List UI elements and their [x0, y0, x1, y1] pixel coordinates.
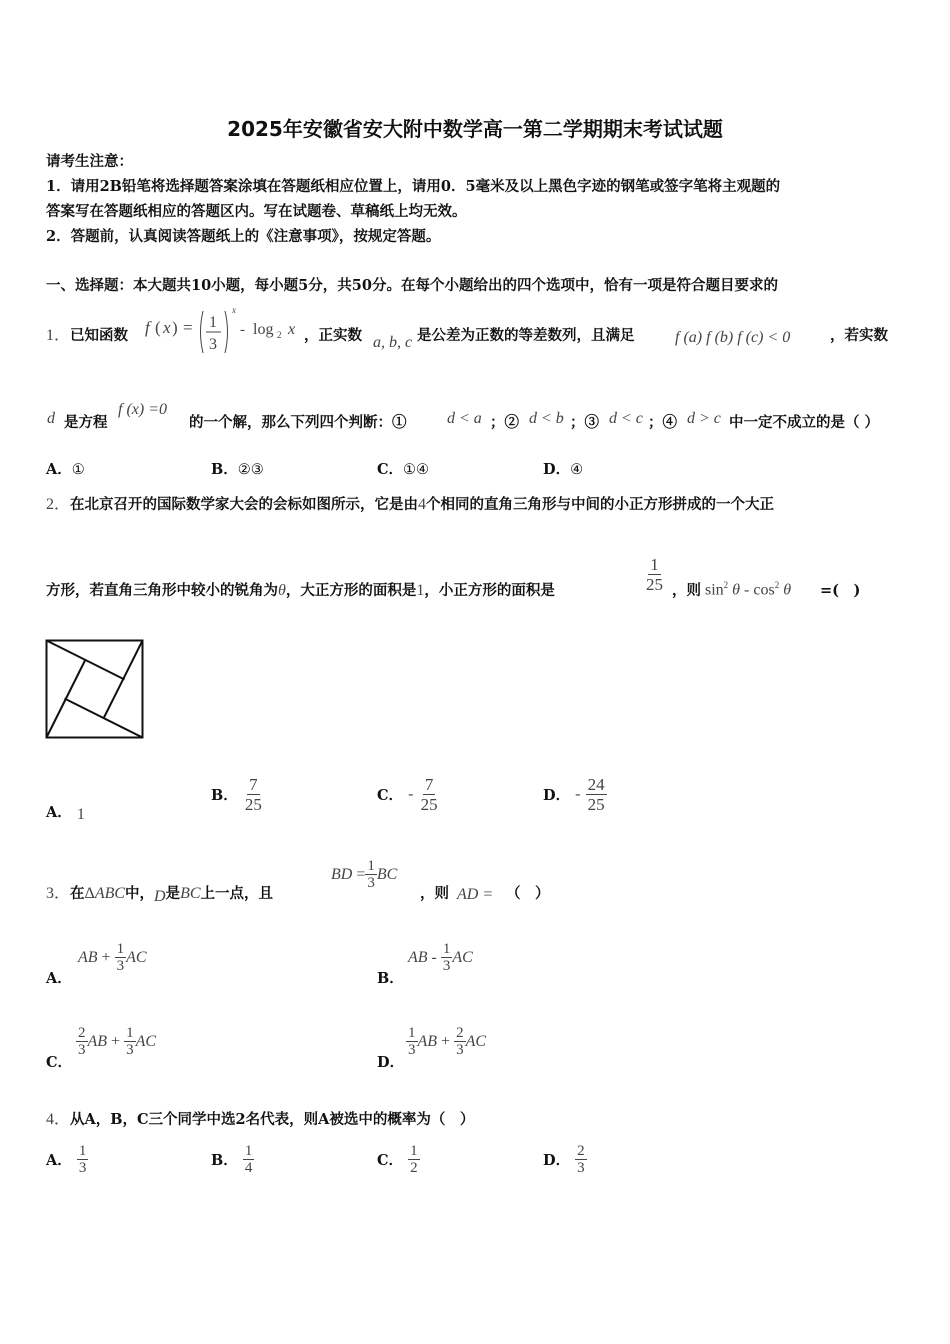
- q1-option-a[interactable]: A．①: [46, 461, 85, 478]
- pinwheel-square-figure: [45, 639, 145, 744]
- notice-heading: 请考生注意：: [46, 153, 133, 170]
- formula-product-condition: f (a) f (b) f (c) < 0: [675, 329, 791, 346]
- q3-option-c[interactable]: C．: [46, 1054, 73, 1071]
- q1-option-c[interactable]: C．①④: [377, 461, 430, 478]
- formula-sin2-minus-cos2: $\sin^2 \theta - \cos^2 \theta$: [705, 580, 792, 599]
- question-3-line: 3．在ΔABC中，D是BC上一点，且: [46, 885, 274, 905]
- question-1-line-1: 1．已知函数: [46, 327, 129, 344]
- svg-text:2: 2: [277, 330, 282, 340]
- question-2-line-1: 2．在北京召开的国际数学家大会的会标如图所示，它是由4个相同的直角三角形与中间的小正方形拼成的一个大正: [46, 496, 775, 513]
- svg-text:log: log: [253, 321, 274, 338]
- svg-text:1: 1: [209, 314, 217, 331]
- formula-option-a: AB + $\frac{1}{3}$ AC: [78, 941, 147, 974]
- q4-option-b[interactable]: B． $\frac{1}{4}$: [211, 1143, 253, 1176]
- svg-text:x: x: [163, 318, 171, 337]
- q3-option-a[interactable]: A．: [46, 970, 72, 987]
- svg-text:=: =: [183, 318, 193, 337]
- q2-option-b[interactable]: B． $\frac{7}{25}$: [211, 775, 262, 814]
- formula-d-lt-a: d < a: [447, 410, 482, 427]
- formula-abc: a, b, c: [373, 334, 413, 351]
- svg-text:-: -: [240, 322, 245, 338]
- question-number: 1．: [46, 327, 71, 344]
- q1-option-d[interactable]: D．④: [543, 461, 584, 478]
- notice-line-1a: 1．请用2B铅笔将选择题答案涂填在答题纸相应位置上，请用0．5毫米及以上黑色字迹的钢笔或签字笔将主观题的: [46, 178, 781, 195]
- formula-one-over-25: $\frac{1}{25}$: [646, 555, 663, 594]
- svg-text:x: x: [288, 321, 296, 338]
- svg-text:x: x: [232, 307, 236, 315]
- formula-f-equals-zero: f (x) =0: [118, 401, 168, 418]
- formula-option-c: $\frac{2}{3}$ AB + $\frac{1}{3}$ AC: [78, 1025, 157, 1058]
- notice-line-2: 2．答题前，认真阅读答题纸上的《注意事项》，按规定答题。: [46, 228, 441, 245]
- q3-option-d[interactable]: D．: [377, 1054, 405, 1071]
- svg-text:f: f: [145, 318, 150, 337]
- formula-d: d: [47, 410, 55, 427]
- formula-d-gt-c: d > c: [687, 410, 721, 427]
- q2-option-a[interactable]: A． 1: [46, 804, 85, 823]
- q3-option-b[interactable]: B．: [377, 970, 404, 987]
- q4-option-c[interactable]: C． $\frac{1}{2}$: [377, 1143, 418, 1176]
- page-title: 2025年安徽省安大附中数学高一第二学期期末考试试题: [227, 117, 723, 141]
- q4-option-a[interactable]: A． $\frac{1}{3}$: [46, 1143, 87, 1176]
- q1-option-b[interactable]: B．②③: [211, 461, 264, 478]
- formula-d-lt-b: d < b: [529, 410, 564, 427]
- formula-ad-equals: AD =: [457, 886, 494, 903]
- svg-text:3: 3: [209, 336, 217, 353]
- formula-option-d: $\frac{1}{3}$ AB + $\frac{2}{3}$ AC: [408, 1025, 487, 1058]
- q2-option-d[interactable]: D． - $\frac{24}{25}$: [543, 775, 605, 814]
- q2-option-c[interactable]: C． - $\frac{7}{25}$: [377, 775, 438, 814]
- formula-option-b: AB - $\frac{1}{3}$ AC: [408, 941, 473, 974]
- section-heading: 一、选择题：本大题共10小题，每小题5分，共50分。在每个小题给出的四个选项中，恰有一项是符合题目要求的: [46, 277, 778, 294]
- question-4-line: 4．从A，B，C三个同学中选2名代表，则A被选中的概率为（ ）: [46, 1111, 475, 1128]
- svg-text:): ): [172, 318, 178, 337]
- question-2-line-2: 方形，若直角三角形中较小的锐角为θ，大正方形的面积是1，小正方形的面积是: [46, 582, 555, 599]
- formula-bd-equals-third-bc: BD = $\frac{1}{3}$ BC: [331, 858, 398, 891]
- q4-option-d[interactable]: D． $\frac{2}{3}$: [543, 1143, 585, 1176]
- formula-d-lt-c: d < c: [609, 410, 643, 427]
- svg-text:(: (: [155, 318, 161, 337]
- notice-line-1b: 答案写在答题纸相应的答题区内。写在试题卷、草稿纸上均无效。: [46, 203, 467, 220]
- formula-f-definition: [143, 307, 303, 361]
